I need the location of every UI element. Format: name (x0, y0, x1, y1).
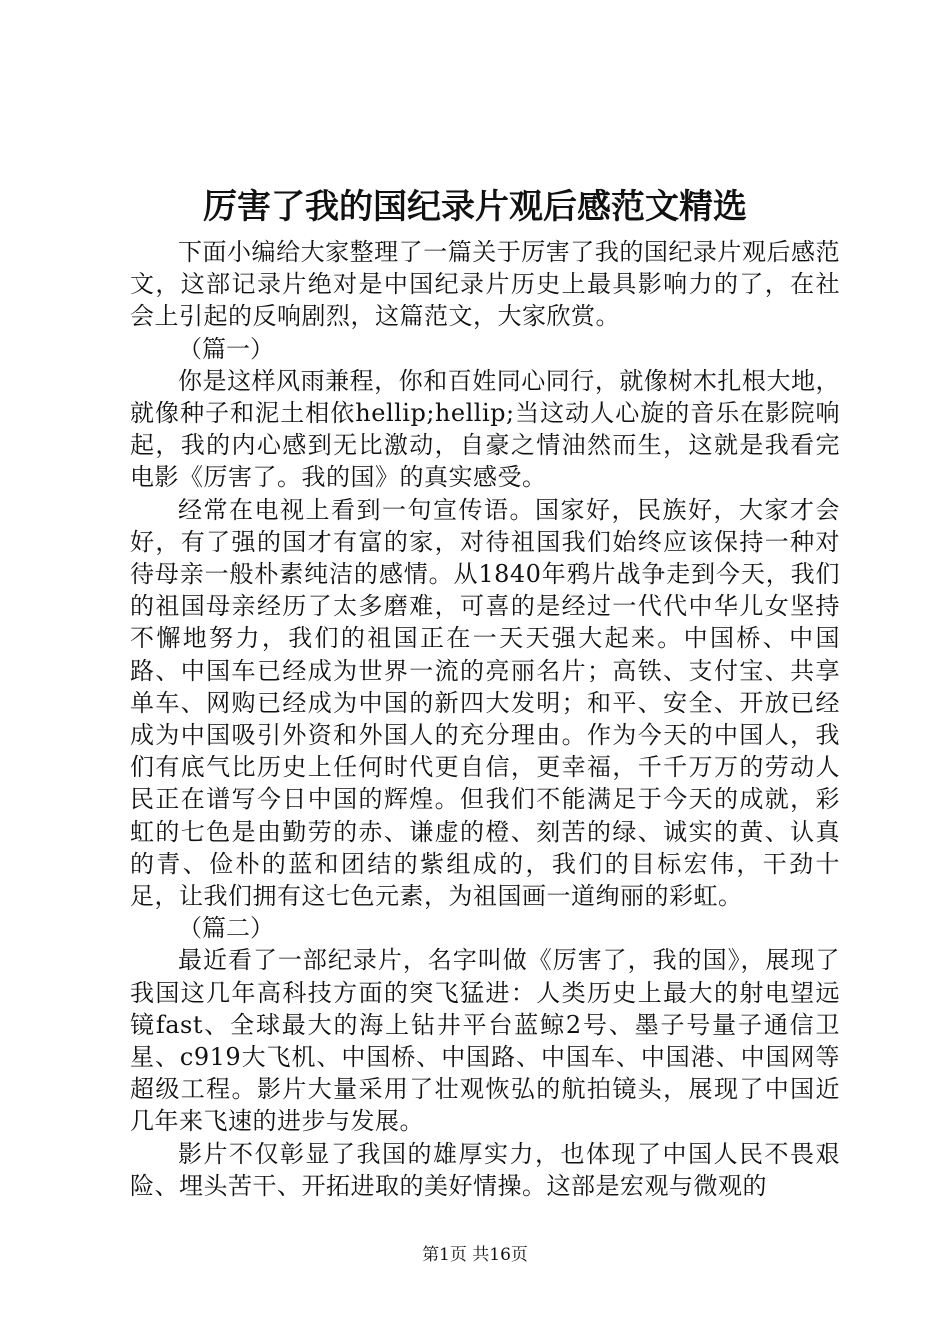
paragraph: 你是这样风雨兼程，你和百姓同心同行，就像树木扎根大地，就像种子和泥土相依hellip;hellip;当这动人心旋的音乐在影院响起，我的内心感到无比激动，自豪之情油然而生，这就是我看完电影《厉害了。我的国》的真实感受。 (130, 366, 840, 492)
document-body (130, 236, 840, 1202)
intro-paragraph: 下面小编给大家整理了一篇关于厉害了我的国纪录片观后感范文，这部记录片绝对是中国纪录片历史上最具影响力的了，在社会上引起的反响剧烈，这篇范文，大家欣赏。 (130, 238, 840, 331)
section-heading-1: （篇一） (178, 334, 274, 363)
paragraph: 经常在电视上看到一句宣传语。国家好，民族好，大家才会好，有了强的国才有富的家，对待祖国我们始终应该保持一种对待母亲一般朴素纯洁的感情。从1840年鸦片战争走到今天，我们的祖国母亲经历了太多磨难，可喜的是经过一代代中华儿女坚持不懈地努力，我们的祖国正在一天天强大起来。中国桥、中国路、中国车已经成为世界一流的亮丽名片；高铁、支付宝、共享单车、网购已经成为中国的新四大发明；和平、安全、开放已经成为中国吸引外资和外国人的充分理由。作为今天的中国人，我们有底气比历史上任何时代更自信，更幸福，千千万万的劳动人民正在谱写今日中国的辉煌。但我们不能满足于今天的成就，彩虹的七色是由勤劳的赤、谦虚的橙、刻苦的绿、诚实的黄、认真的青、俭朴的蓝和团结的紫组成的，我们的目标宏伟，干劲十足，让我们拥有这七色元素，为祖国画一道绚丽的彩虹。 (130, 495, 840, 911)
paragraph: 最近看了一部纪录片，名字叫做《厉害了，我的国》，展现了我国这几年高科技方面的突飞猛进：人类历史上最大的射电望远镜fast、全球最大的海上钻井平台蓝鲸2号、墨子号量子通信卫星、c919大飞机、中国桥、中国路、中国车、中国港、中国网等超级工程。影片大量采用了壮观恢弘的航拍镜头，展现了中国近几年来飞速的进步与发展。 (130, 946, 840, 1136)
page-footer: 第1页 共16页 (422, 1245, 528, 1265)
paragraph: 影片不仅彰显了我国的雄厚实力，也体现了中国人民不畏艰险、埋头苦干、开拓进取的美好情操。这部是宏观与微观的 (130, 1139, 840, 1200)
section-heading-2: （篇二） (178, 914, 274, 943)
document-title: 厉害了我的国纪录片观后感范文精选 (203, 187, 747, 227)
